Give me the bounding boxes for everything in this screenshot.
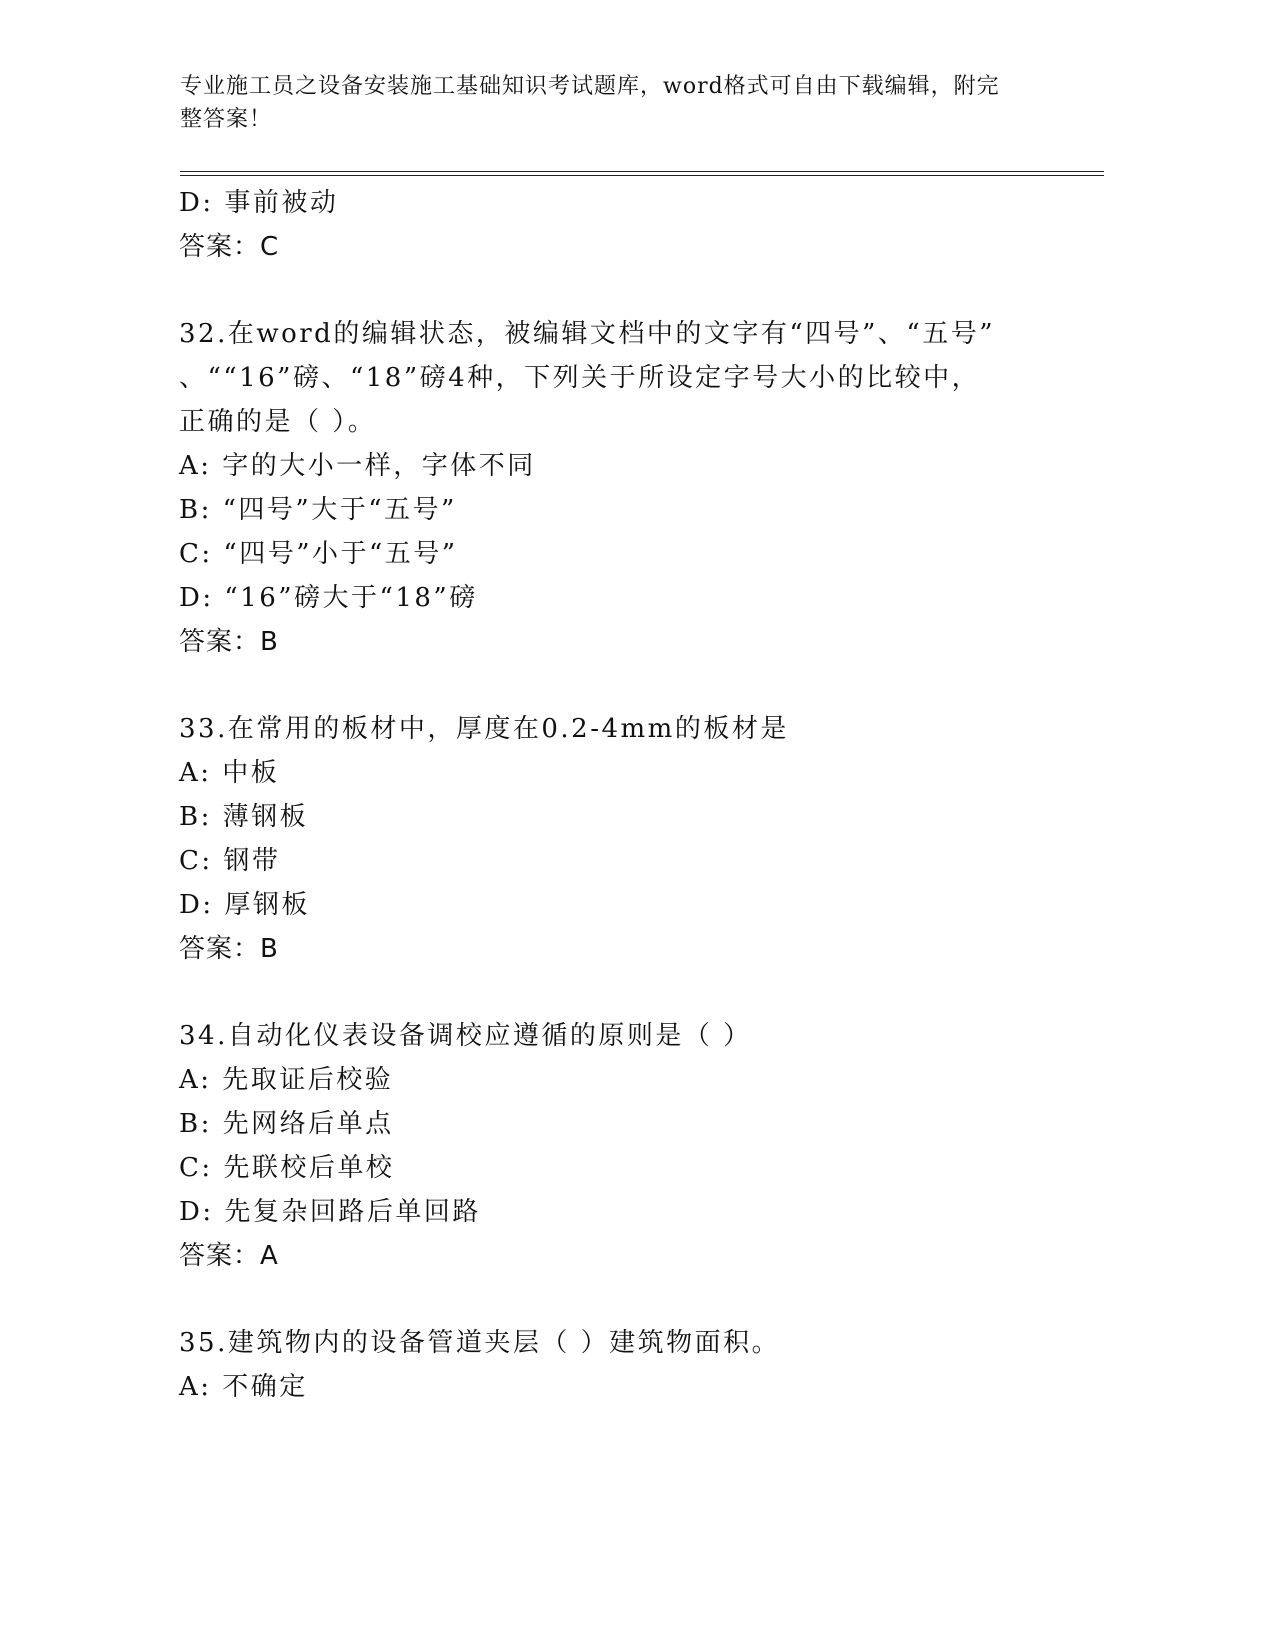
header-divider-bottom [180,175,1104,176]
question-text: 32.在word的编辑状态，被编辑文档中的文字有“四号”、“五号” [179,319,995,349]
answer: 答案：A [179,1241,279,1271]
question-34 [179,1014,1039,1278]
option-c: C: 钢带 [179,846,281,876]
option-a: A: 中板 [179,758,280,788]
option-a: A: 先取证后校验 [179,1065,394,1095]
question-text: 正确的是（ ）。 [179,407,377,437]
answer: 答案：B [179,934,279,964]
option-c: C: “四号”小于“五号” [179,539,458,569]
question-33 [179,707,1039,971]
option-b: B: 薄钢板 [179,802,309,832]
option-d: D: 事前被动 [179,188,339,218]
header-divider-top [180,171,1104,172]
document-header [180,70,1040,136]
question-list [179,181,1039,1409]
question-text: 34.自动化仪表设备调校应遵循的原则是（ ） [179,1021,752,1051]
question-32 [179,312,1039,664]
header-line-2: 整答案！ [180,107,273,132]
header-line-1: 专业施工员之设备安装施工基础知识考试题库，word格式可自由下载编辑，附完 [180,74,1000,99]
question-text: 35.建筑物内的设备管道夹层（ ）建筑物面积。 [179,1328,781,1358]
option-d: D: 先复杂回路后单回路 [179,1197,481,1227]
option-a: A: 字的大小一样，字体不同 [179,451,536,481]
option-b: B: 先网络后单点 [179,1109,394,1139]
option-d: D: “16”磅大于“18”磅 [179,583,478,613]
option-a: A: 不确定 [179,1372,308,1402]
question-35 [179,1321,1039,1409]
option-c: C: 先联校后单校 [179,1153,395,1183]
question-text: 、““16”磅、“18”磅4种，下列关于所设定字号大小的比较中， [179,363,981,393]
answer: 答案：B [179,627,279,657]
answer: 答案：C [179,232,280,262]
option-b: B: “四号”大于“五号” [179,495,457,525]
option-d: D: 厚钢板 [179,890,310,920]
question-text: 33.在常用的板材中，厚度在0.2-4mm的板材是 [179,714,789,744]
question-31-tail [179,181,1039,269]
